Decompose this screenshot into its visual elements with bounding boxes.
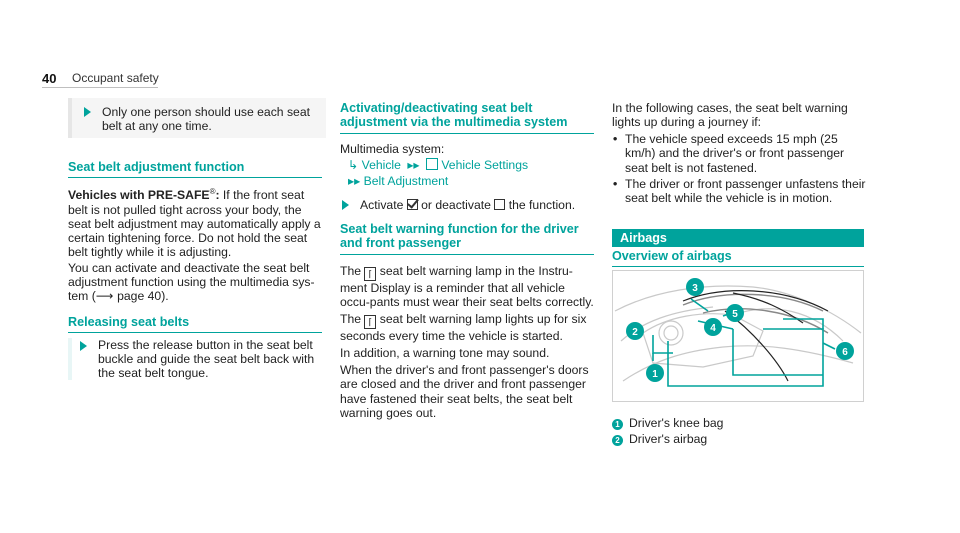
step-arrow-icon	[80, 341, 87, 351]
nav-chevron-icon: ▸▸	[348, 173, 361, 188]
heading-releasing-seat-belts: Releasing seat belts	[68, 315, 322, 333]
nav-belt-adjustment[interactable]: Belt Adjustment	[363, 173, 449, 188]
figure-legend	[612, 416, 864, 446]
figure-label-6: 6	[842, 347, 848, 358]
header-divider	[42, 87, 158, 88]
step-arrow-icon	[342, 200, 349, 210]
note-box	[68, 98, 326, 138]
heading-overview-airbags: Overview of airbags	[612, 249, 864, 267]
warning-cases-list	[612, 132, 866, 205]
figure-label-5: 5	[732, 309, 738, 320]
checkbox-checked-icon	[407, 199, 418, 210]
nav-path-row-2	[340, 174, 594, 188]
page-number: 40	[42, 71, 57, 86]
step-bar	[68, 338, 72, 380]
legend-item: 1 Driver's knee bag	[612, 416, 864, 430]
activate-section	[340, 101, 594, 212]
release-step-text: Press the release button in the seat belt buckle and guide the seat belt back with the seat belt tongue.	[98, 338, 315, 381]
seat-belt-warning-icon: ⌈	[364, 267, 376, 281]
airbag-figure	[612, 270, 864, 402]
nav-vehicle[interactable]: Vehicle	[361, 157, 401, 172]
legend-item: 2 Driver's airbag	[612, 432, 864, 446]
page-reference-link[interactable]: page 40	[117, 289, 162, 304]
vehicle-settings-icon	[426, 158, 438, 170]
releasing-seat-belts-section	[68, 315, 322, 333]
presafe-label: Vehicles with PRE-SAFE	[68, 188, 210, 203]
legend-number-badge: 1	[612, 419, 623, 430]
list-item: • The vehicle speed exceeds 15 mph (25 km/h) and the driver's or front passenger seat belt is not fastened.	[612, 132, 866, 174]
warning-para-3: In addition, a warning tone may sound.	[340, 346, 550, 361]
figure-label-3: 3	[692, 283, 698, 294]
presafe-paragraph	[68, 187, 322, 259]
nav-enter-icon: ↳	[348, 157, 359, 172]
nav-path-row-1	[340, 158, 594, 172]
checkbox-unchecked-icon	[494, 199, 505, 210]
seat-belt-adjustment-section	[68, 160, 322, 304]
page-ref-arrow-icon: ⟶	[95, 289, 118, 304]
warning-cases	[612, 101, 866, 205]
heading-seat-belt-adjustment: Seat belt adjustment function	[68, 160, 322, 178]
nav-vehicle-settings[interactable]: Vehicle Settings	[441, 157, 529, 172]
car-interior-illustration	[613, 271, 863, 401]
seat-belt-warning-icon: ⌈	[364, 315, 376, 329]
warning-para-2: The ⌈ seat belt warning lamp lights up for six seconds every time the vehicle is started.	[340, 311, 587, 343]
section-title: Occupant safety	[72, 71, 159, 85]
presafe-colon: :	[215, 188, 220, 203]
airbags-band: Airbags	[612, 229, 864, 247]
registered-mark: ®	[209, 187, 216, 197]
warning-section	[340, 222, 594, 420]
warning-para-4: When the driver's and front passenger's doors are closed and the driver and front passenger have fastened their seat belts, the seat belt warning goes out.	[340, 363, 589, 420]
legend-number-badge: 2	[612, 435, 623, 446]
figure-label-2: 2	[632, 327, 638, 338]
note-text: Only one person should use each seat belt at any one time.	[102, 105, 311, 134]
activate-step: Activate or deactivate the function.	[340, 198, 594, 212]
heading-seat-belt-warning: Seat belt warning function for the driver and front passenger	[340, 222, 594, 255]
step-arrow-icon	[84, 107, 91, 117]
list-item: • The driver or front passenger unfastens their seat belt while the vehicle is in motion.	[612, 177, 866, 205]
multimedia-paragraph: You can activate and deactivate the seat belt adjustment function using the multimedia sys-tem (⟶ page 40).	[68, 261, 315, 304]
figure-label-4: 4	[710, 323, 716, 334]
nav-chevron-icon: ▸▸	[407, 157, 420, 172]
heading-activate-deactivate: Activating/deactivating seat belt adjustment via the multimedia system	[340, 101, 594, 134]
warning-para-1: The ⌈ seat belt warning lamp in the Instru-ment Display is a reminder that all vehicle occu-pants must wear their seat belts correctly.	[340, 263, 594, 309]
warning-cases-intro: In the following cases, the seat belt warning lights up during a journey if:	[612, 101, 848, 130]
figure-label-1: 1	[652, 369, 658, 380]
multimedia-label: Multimedia system:	[340, 141, 445, 156]
presafe-text: If the front seat belt is not pulled tight across your body, the seat belt adjustment may automatically apply a certain tightening force. Do not hold the seat belt tightly while it is adjusting.	[68, 188, 321, 259]
